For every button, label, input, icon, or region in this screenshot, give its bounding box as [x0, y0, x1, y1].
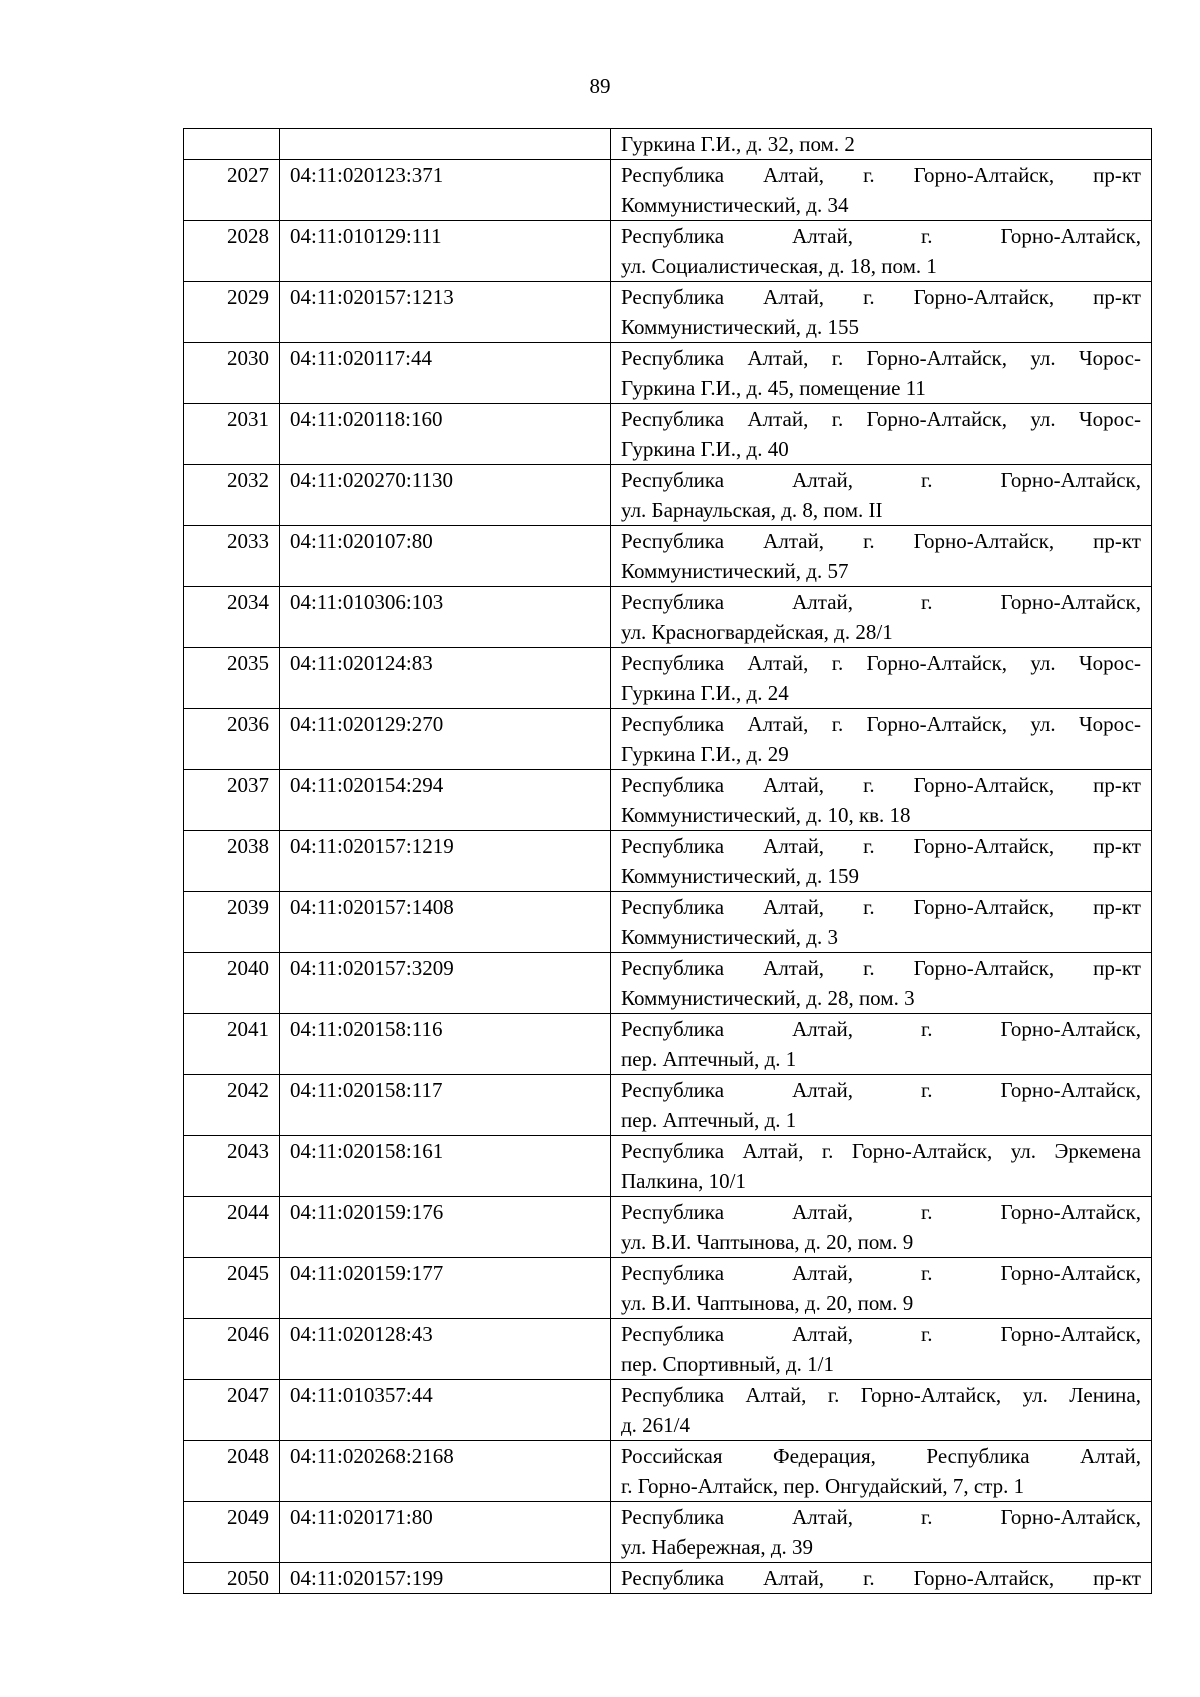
- address-cell: [611, 1197, 1152, 1258]
- address-line: Республика Алтай, г. Горно-Алтайск, пр-кт: [621, 163, 1141, 187]
- row-number-cell: 2034: [184, 587, 280, 648]
- address-line: Республика Алтай, г. Горно-Алтайск, пр-кт: [621, 1566, 1141, 1590]
- address-line: Республика Алтай, г. Горно-Алтайск, пр-кт: [621, 834, 1141, 858]
- cadastral-number-cell: 04:11:010306:103: [280, 587, 611, 648]
- table-row: [184, 953, 1152, 1014]
- address-line: Республика Алтай, г. Горно-Алтайск, ул. Ленина,: [621, 1383, 1141, 1407]
- address-line: г. Горно-Алтайск, пер. Онгудайский, 7, стр. 1: [621, 1474, 1025, 1498]
- address-cell: [611, 831, 1152, 892]
- table-row: [184, 1136, 1152, 1197]
- cadastral-number-cell: 04:11:020268:2168: [280, 1441, 611, 1502]
- cadastral-number-cell: 04:11:020157:1408: [280, 892, 611, 953]
- address-line: пер. Аптечный, д. 1: [621, 1047, 797, 1071]
- row-number-cell: 2033: [184, 526, 280, 587]
- cadastral-number-cell: 04:11:020159:176: [280, 1197, 611, 1258]
- address-line: Республика Алтай, г. Горно-Алтайск, пр-кт: [621, 956, 1141, 980]
- address-line: пер. Аптечный, д. 1: [621, 1108, 797, 1132]
- address-cell: [611, 892, 1152, 953]
- address-line: Республика Алтай, г. Горно-Алтайск, ул. Чорос-: [621, 407, 1141, 431]
- row-number-cell: 2032: [184, 465, 280, 526]
- table-row: [184, 1197, 1152, 1258]
- table-row: [184, 709, 1152, 770]
- address-line: Коммунистический, д. 28, пом. 3: [621, 986, 915, 1010]
- address-cell: [611, 1258, 1152, 1319]
- address-line: Гуркина Г.И., д. 32, пом. 2: [621, 132, 855, 156]
- row-number-cell: 2038: [184, 831, 280, 892]
- cadastral-number-cell: 04:11:020107:80: [280, 526, 611, 587]
- cadastral-number-cell: 04:11:020171:80: [280, 1502, 611, 1563]
- address-cell: [611, 282, 1152, 343]
- address-line: Коммунистический, д. 159: [621, 864, 859, 888]
- address-cell: [611, 953, 1152, 1014]
- cadastral-number-cell: 04:11:020123:371: [280, 160, 611, 221]
- address-cell: [611, 221, 1152, 282]
- address-line: ул. В.И. Чаптынова, д. 20, пом. 9: [621, 1291, 914, 1315]
- address-line: Республика Алтай, г. Горно-Алтайск, ул. Чорос-: [621, 651, 1141, 675]
- address-line: Коммунистический, д. 57: [621, 559, 849, 583]
- address-line: д. 261/4: [621, 1413, 691, 1437]
- table-row: [184, 1258, 1152, 1319]
- address-line: Республика Алтай, г. Горно-Алтайск,: [621, 1017, 1141, 1041]
- address-cell: [611, 1136, 1152, 1197]
- address-cell: [611, 465, 1152, 526]
- address-cell: [611, 648, 1152, 709]
- address-line: Коммунистический, д. 34: [621, 193, 849, 217]
- address-line: ул. Социалистическая, д. 18, пом. 1: [621, 254, 937, 278]
- table-row: [184, 892, 1152, 953]
- table-row: [184, 404, 1152, 465]
- cadastral-number-cell: 04:11:020159:177: [280, 1258, 611, 1319]
- address-line: Республика Алтай, г. Горно-Алтайск, ул. Чорос-: [621, 712, 1141, 736]
- row-number-cell: 2030: [184, 343, 280, 404]
- register-table-body: [184, 129, 1152, 1594]
- row-number-cell: 2039: [184, 892, 280, 953]
- row-number-cell: 2046: [184, 1319, 280, 1380]
- table-row: [184, 465, 1152, 526]
- row-number-cell: 2031: [184, 404, 280, 465]
- table-row: [184, 221, 1152, 282]
- address-cell: [611, 1319, 1152, 1380]
- table-row: [184, 526, 1152, 587]
- address-line: Республика Алтай, г. Горно-Алтайск, ул. Эркемена: [621, 1139, 1141, 1163]
- cadastral-number-cell: 04:11:020128:43: [280, 1319, 611, 1380]
- row-number-cell: 2036: [184, 709, 280, 770]
- address-cell: [611, 1075, 1152, 1136]
- table-row: [184, 343, 1152, 404]
- address-cell: [611, 770, 1152, 831]
- row-number-cell: 2045: [184, 1258, 280, 1319]
- table-row: [184, 587, 1152, 648]
- address-line: Республика Алтай, г. Горно-Алтайск,: [621, 590, 1141, 614]
- property-register-table: [183, 128, 1152, 1594]
- address-cell: [611, 1441, 1152, 1502]
- table-row: [184, 160, 1152, 221]
- page-number: 89: [589, 74, 611, 98]
- cadastral-number-cell: 04:11:020118:160: [280, 404, 611, 465]
- address-line: ул. Красногвардейская, д. 28/1: [621, 620, 893, 644]
- address-line: Республика Алтай, г. Горно-Алтайск, пр-кт: [621, 285, 1141, 309]
- address-cell: [611, 1380, 1152, 1441]
- table-row: [184, 1075, 1152, 1136]
- address-line: Палкина, 10/1: [621, 1169, 746, 1193]
- address-line: Коммунистический, д. 3: [621, 925, 838, 949]
- row-number-cell: 2043: [184, 1136, 280, 1197]
- row-number-cell: 2050: [184, 1563, 280, 1594]
- address-line: Коммунистический, д. 155: [621, 315, 859, 339]
- row-number-cell: 2040: [184, 953, 280, 1014]
- cadastral-number-cell: 04:11:010357:44: [280, 1380, 611, 1441]
- address-line: Республика Алтай, г. Горно-Алтайск, ул. Чорос-: [621, 346, 1141, 370]
- cadastral-number-cell: 04:11:020157:199: [280, 1563, 611, 1594]
- address-line: ул. Барнаульская, д. 8, пом. II: [621, 498, 883, 522]
- table-row: [184, 831, 1152, 892]
- table-row: [184, 648, 1152, 709]
- row-number-cell: 2035: [184, 648, 280, 709]
- cadastral-number-cell: 04:11:020157:3209: [280, 953, 611, 1014]
- table-row: [184, 129, 1152, 160]
- address-line: Республика Алтай, г. Горно-Алтайск,: [621, 1322, 1141, 1346]
- address-cell: [611, 526, 1152, 587]
- address-line: Республика Алтай, г. Горно-Алтайск, пр-кт: [621, 529, 1141, 553]
- row-number-cell: 2028: [184, 221, 280, 282]
- address-line: Республика Алтай, г. Горно-Алтайск,: [621, 1200, 1141, 1224]
- table-row: [184, 282, 1152, 343]
- address-cell: [611, 404, 1152, 465]
- row-number-cell: 2037: [184, 770, 280, 831]
- cadastral-number-cell: 04:11:020154:294: [280, 770, 611, 831]
- row-number-cell: 2044: [184, 1197, 280, 1258]
- cadastral-number-cell: 04:11:020158:116: [280, 1014, 611, 1075]
- table-row: [184, 1014, 1152, 1075]
- address-line: Республика Алтай, г. Горно-Алтайск, пр-кт: [621, 773, 1141, 797]
- table-row: [184, 770, 1152, 831]
- cadastral-number-cell: 04:11:020158:117: [280, 1075, 611, 1136]
- row-number-cell: 2041: [184, 1014, 280, 1075]
- address-cell: [611, 587, 1152, 648]
- table-row: [184, 1563, 1152, 1594]
- address-line: Республика Алтай, г. Горно-Алтайск,: [621, 1505, 1141, 1529]
- address-cell: [611, 709, 1152, 770]
- cadastral-number-cell: [280, 129, 611, 160]
- address-line: Гуркина Г.И., д. 40: [621, 437, 789, 461]
- address-line: Республика Алтай, г. Горно-Алтайск,: [621, 1261, 1141, 1285]
- table-row: [184, 1319, 1152, 1380]
- row-number-cell: 2042: [184, 1075, 280, 1136]
- address-line: Республика Алтай, г. Горно-Алтайск,: [621, 1078, 1141, 1102]
- row-number-cell: 2027: [184, 160, 280, 221]
- cadastral-number-cell: 04:11:020158:161: [280, 1136, 611, 1197]
- table-row: [184, 1380, 1152, 1441]
- address-cell: [611, 160, 1152, 221]
- address-line: Гуркина Г.И., д. 24: [621, 681, 789, 705]
- address-line: Гуркина Г.И., д. 45, помещение 11: [621, 376, 926, 400]
- address-line: ул. Набережная, д. 39: [621, 1535, 814, 1559]
- address-cell: [611, 1502, 1152, 1563]
- cadastral-number-cell: 04:11:020124:83: [280, 648, 611, 709]
- cadastral-number-cell: 04:11:020157:1213: [280, 282, 611, 343]
- cadastral-number-cell: 04:11:010129:111: [280, 221, 611, 282]
- cadastral-number-cell: 04:11:020117:44: [280, 343, 611, 404]
- table-row: [184, 1502, 1152, 1563]
- address-cell: [611, 343, 1152, 404]
- cadastral-number-cell: 04:11:020129:270: [280, 709, 611, 770]
- row-number-cell: [184, 129, 280, 160]
- row-number-cell: 2047: [184, 1380, 280, 1441]
- address-line: ул. В.И. Чаптынова, д. 20, пом. 9: [621, 1230, 914, 1254]
- row-number-cell: 2029: [184, 282, 280, 343]
- address-line: Республика Алтай, г. Горно-Алтайск, пр-кт: [621, 895, 1141, 919]
- cadastral-number-cell: 04:11:020157:1219: [280, 831, 611, 892]
- address-cell: [611, 1563, 1152, 1594]
- address-line: Коммунистический, д. 10, кв. 18: [621, 803, 911, 827]
- row-number-cell: 2049: [184, 1502, 280, 1563]
- table-row: [184, 1441, 1152, 1502]
- address-line: Республика Алтай, г. Горно-Алтайск,: [621, 468, 1141, 492]
- address-line: Российская Федерация, Республика Алтай,: [621, 1444, 1141, 1468]
- cadastral-number-cell: 04:11:020270:1130: [280, 465, 611, 526]
- address-cell: [611, 1014, 1152, 1075]
- address-cell: [611, 129, 1152, 160]
- row-number-cell: 2048: [184, 1441, 280, 1502]
- address-line: Республика Алтай, г. Горно-Алтайск,: [621, 224, 1141, 248]
- address-line: Гуркина Г.И., д. 29: [621, 742, 789, 766]
- address-line: пер. Спортивный, д. 1/1: [621, 1352, 834, 1376]
